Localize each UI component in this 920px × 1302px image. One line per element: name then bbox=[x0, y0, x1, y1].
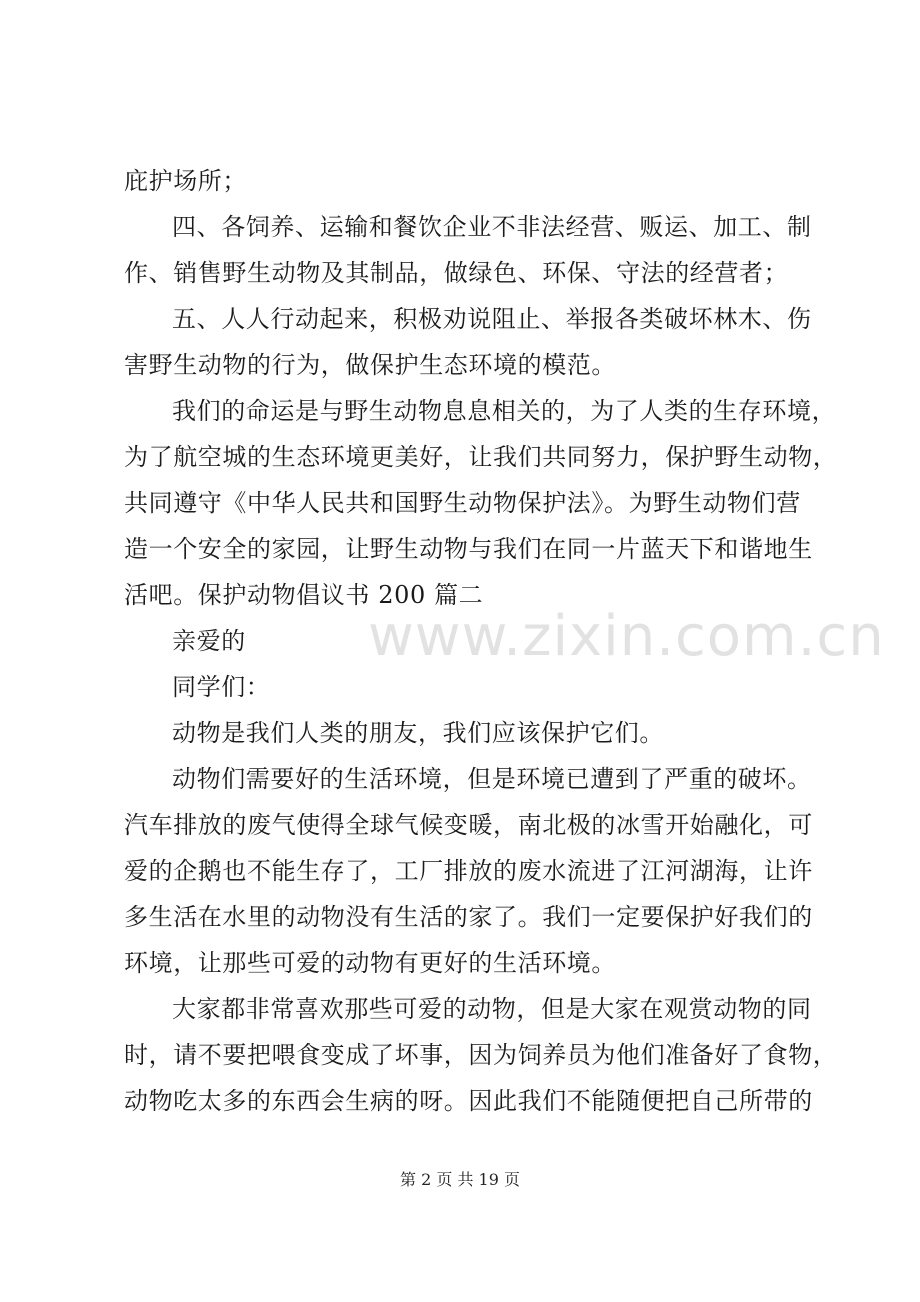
text-line: 爱的企鹅也不能生存了，工厂排放的废水流进了江河湖海，让许 bbox=[124, 857, 813, 885]
text-line: 动物吃太多的东西会生病的呀。因此我们不能随便把自己所带的 bbox=[124, 1087, 813, 1115]
text-line: 五、人人行动起来，积极劝说阻止、举报各类破坏林木、伤 bbox=[172, 305, 812, 333]
text-line: 为了航空城的生态环境更美好，让我们共同努力，保护野生动物， bbox=[124, 443, 838, 471]
text-line: 汽车排放的废气使得全球气候变暖，南北极的冰雪开始融化，可 bbox=[124, 811, 813, 839]
text-line: 活吧。保护动物倡议书 200 篇二 bbox=[124, 581, 484, 609]
text-line: 四、各饲养、运输和餐饮企业不非法经营、贩运、加工、制 bbox=[172, 213, 812, 241]
text-line: 害野生动物的行为，做保护生态环境的模范。 bbox=[124, 351, 616, 379]
page-number-footer: 第 2 页 共 19 页 bbox=[400, 1170, 520, 1189]
text-line: 多生活在水里的动物没有生活的家了。我们一定要保护好我们的 bbox=[124, 903, 813, 931]
text-line: 同学们： bbox=[172, 673, 271, 701]
text-line: 我们的命运是与野生动物息息相关的，为了人类的生存环境， bbox=[172, 397, 837, 425]
text-line: 环境，让那些可爱的动物有更好的生活环境。 bbox=[124, 949, 616, 977]
watermark: www.zixin.com.cn bbox=[368, 604, 885, 669]
text-line: 造一个安全的家园，让野生动物与我们在同一片蓝天下和谐地生 bbox=[124, 535, 813, 563]
text-line: 动物们需要好的生活环境，但是环境已遭到了严重的破坏。 bbox=[172, 765, 812, 793]
text-line: 作、销售野生动物及其制品，做绿色、环保、守法的经营者； bbox=[124, 259, 789, 287]
text-line: 大家都非常喜欢那些可爱的动物，但是大家在观赏动物的同 bbox=[172, 995, 812, 1023]
text-line: 动物是我们人类的朋友，我们应该保护它们。 bbox=[172, 719, 664, 747]
text-line: 亲爱的 bbox=[172, 627, 246, 655]
text-line: 共同遵守《中华人民共和国野生动物保护法》。为野生动物们营 bbox=[124, 489, 801, 517]
text-line: 庇护场所； bbox=[124, 167, 247, 195]
text-line: 时，请不要把喂食变成了坏事，因为饲养员为他们准备好了食物， bbox=[124, 1041, 838, 1069]
